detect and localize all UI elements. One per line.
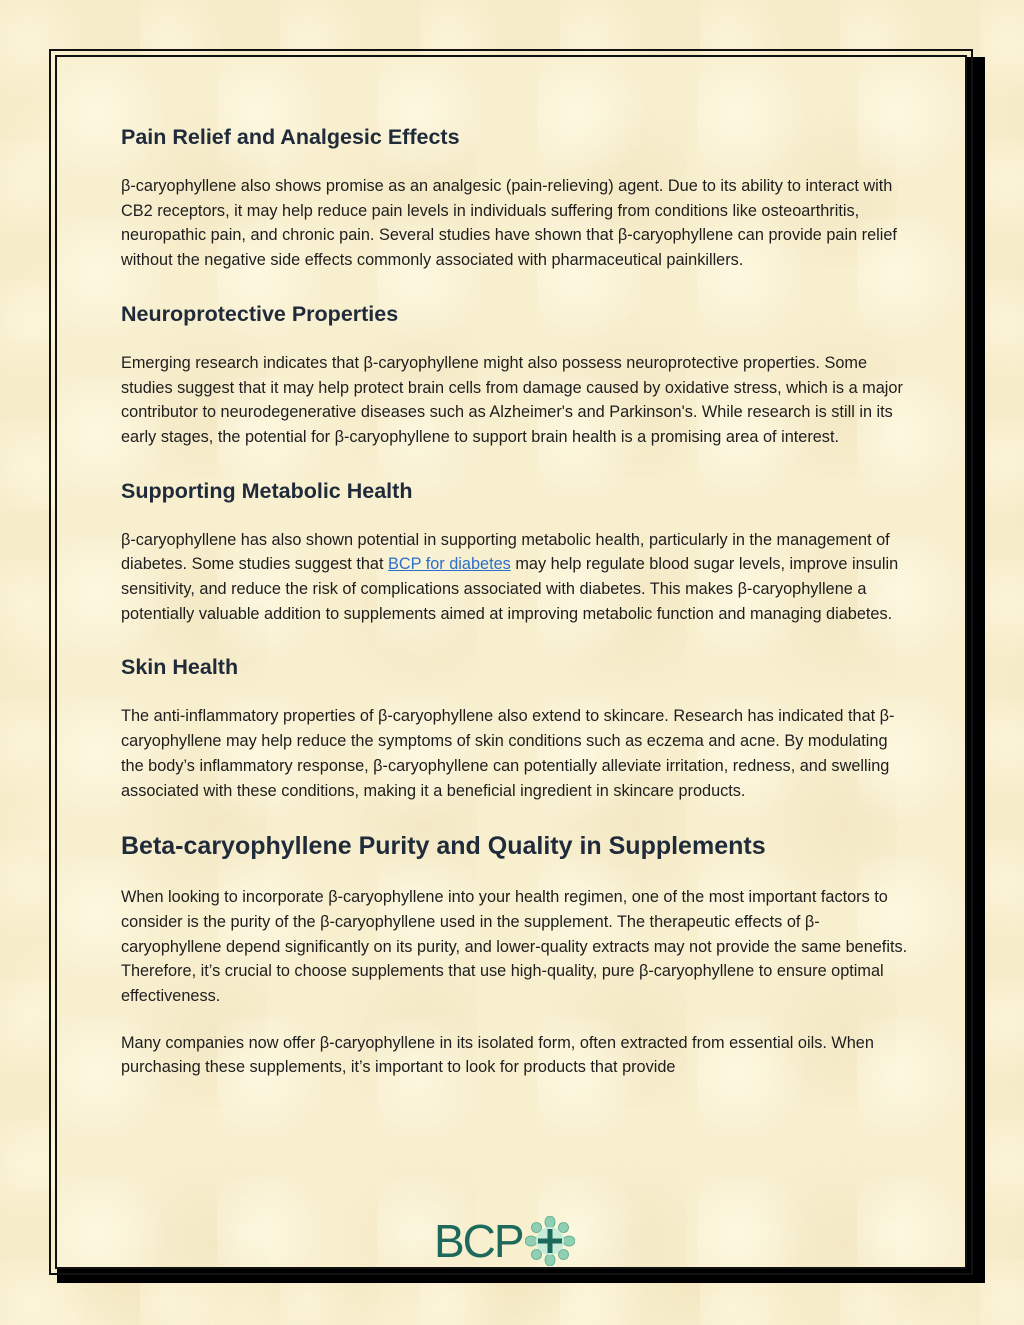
logo-text: BCP xyxy=(434,1215,523,1267)
section-neuroprotective xyxy=(121,299,911,450)
section-paragraph: Emerging research indicates that β-caryophyllene might also possess neuroprotective properties. Some studies suggest that it may help protect brain cells from damage caused by oxidative stress, which is a major contributor to neurodegenerative diseases such as Alzheimer's and Parkinson's. While research is still in its early stages, the potential for β-caryophyllene to support brain health is a promising area of interest. xyxy=(121,353,903,446)
document-body xyxy=(121,122,911,1106)
section-metabolic-health xyxy=(121,476,911,627)
section-heading: Supporting Metabolic Health xyxy=(121,478,413,503)
bcp-for-diabetes-link[interactable]: BCP for diabetes xyxy=(388,555,511,574)
major-section-heading: Beta-caryophyllene Purity and Quality in Supplements xyxy=(121,832,766,861)
section-paragraph: Many companies now offer β-caryophyllene in its isolated form, often extracted from essential oils. When purchasing these supplements, it’s important to look for products that provide xyxy=(121,1033,874,1077)
section-pain-relief xyxy=(121,122,911,273)
section-paragraph xyxy=(121,528,911,627)
section-skin-health xyxy=(121,652,911,803)
plus-flower-icon xyxy=(525,1216,575,1266)
section-paragraph: When looking to incorporate β-caryophyllene into your health regimen, one of the most important factors to consider is the purity of the β-caryophyllene used in the supplement. The therapeutic effects of β-caryophyllene depend significantly on its purity, and lower-quality extracts may not provide the same benefits. Therefore, it’s crucial to choose supplements that use high-quality, pure β-caryophyllene to ensure optimal effectiveness. xyxy=(121,888,908,1006)
section-purity-quality xyxy=(121,829,911,1080)
section-paragraph: β-caryophyllene also shows promise as an analgesic (pain-relieving) agent. Due to its ability to interact with CB2 receptors, it may help reduce pain levels in individuals suffering from conditions like osteoarthritis, neuropathic pain, and chronic pain. Several studies have shown that β-caryophyllene can provide pain relief without the negative side effects commonly associated with pharmaceutical painkillers. xyxy=(121,177,897,270)
section-heading: Neuroprotective Properties xyxy=(121,301,399,326)
section-heading: Pain Relief and Analgesic Effects xyxy=(121,125,460,149)
section-paragraph: The anti-inflammatory properties of β-caryophyllene also extend to skincare. Research has indicated that β-caryophyllene may help reduce the symptoms of skin conditions such as eczema and acne. By modulating the body’s inflammatory response, β-caryophyllene can potentially alleviate irritation, redness, and swelling associated with these conditions, making it a beneficial ingredient in skincare products. xyxy=(121,707,895,800)
paragraph-text: may help regulate blood sugar levels, improve insulin sensitivity, and reduce the risk of complications associated with diabetes. This makes β-caryophyllene a potentially valuable addition to supplements aimed at improving metabolic function and managing diabetes. xyxy=(121,555,899,623)
section-heading: Skin Health xyxy=(121,655,239,680)
bcp-logo xyxy=(434,1214,575,1268)
paragraph-text: β-caryophyllene has also shown potential in supporting metabolic health, particularly in the management of diabetes. Some studies suggest that xyxy=(121,530,890,574)
